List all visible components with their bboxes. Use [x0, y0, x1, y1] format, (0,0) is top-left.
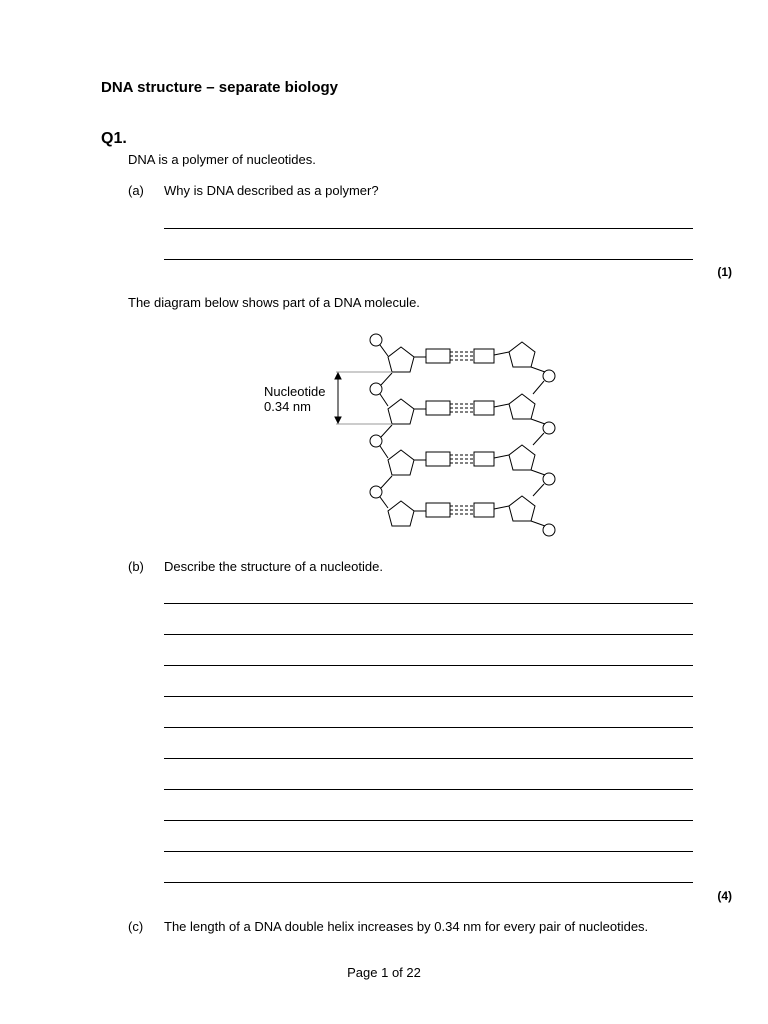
- deoxyribose-sugar-icon: [509, 394, 535, 419]
- base-icon: [426, 503, 450, 517]
- part-a-question: Why is DNA described as a polymer?: [164, 183, 379, 198]
- answer-line[interactable]: [164, 789, 693, 790]
- base-icon: [426, 452, 450, 466]
- answer-line[interactable]: [164, 634, 693, 635]
- part-c-label: (c): [128, 919, 144, 934]
- dna-diagram: [260, 328, 560, 543]
- part-b-question: Describe the structure of a nucleotide.: [164, 559, 383, 574]
- page-footer: Page 1 of 22: [347, 965, 421, 980]
- answer-line[interactable]: [164, 727, 693, 728]
- answer-line[interactable]: [164, 696, 693, 697]
- part-a-label: (a): [128, 183, 144, 198]
- base-icon: [474, 452, 494, 466]
- page-title: DNA structure – separate biology: [101, 79, 339, 96]
- answer-line[interactable]: [164, 882, 693, 883]
- answer-line[interactable]: [164, 758, 693, 759]
- part-b-marks: (4): [717, 889, 732, 903]
- answer-line[interactable]: [164, 603, 693, 604]
- base-icon: [474, 349, 494, 363]
- diagram-caption: The diagram below shows part of a DNA molecule.: [128, 295, 420, 310]
- part-b-label: (b): [128, 559, 144, 574]
- deoxyribose-sugar-icon: [388, 399, 414, 424]
- base-icon: [426, 401, 450, 415]
- nucleotide-label: Nucleotide: [264, 384, 326, 399]
- phosphate-icon: [370, 334, 382, 346]
- part-c-question: The length of a DNA double helix increases by 0.34 nm for every pair of nucleotides.: [164, 919, 649, 934]
- part-a-marks: (1): [717, 265, 732, 279]
- answer-line[interactable]: [164, 665, 693, 666]
- base-icon: [474, 503, 494, 517]
- deoxyribose-sugar-icon: [388, 347, 414, 372]
- question-number: Q1.: [101, 130, 127, 147]
- deoxyribose-sugar-icon: [388, 501, 414, 526]
- base-icon: [426, 349, 450, 363]
- answer-line[interactable]: [164, 259, 693, 260]
- base-icon: [474, 401, 494, 415]
- deoxyribose-sugar-icon: [509, 445, 535, 470]
- deoxyribose-sugar-icon: [509, 342, 535, 367]
- deoxyribose-sugar-icon: [388, 450, 414, 475]
- measurement-label: 0.34 nm: [264, 399, 311, 414]
- question-intro: DNA is a polymer of nucleotides.: [128, 152, 316, 167]
- deoxyribose-sugar-icon: [509, 496, 535, 521]
- answer-line[interactable]: [164, 228, 693, 229]
- phosphate-icon: [370, 486, 382, 498]
- answer-line[interactable]: [164, 820, 693, 821]
- phosphate-icon: [370, 435, 382, 447]
- phosphate-icon: [370, 383, 382, 395]
- answer-line[interactable]: [164, 851, 693, 852]
